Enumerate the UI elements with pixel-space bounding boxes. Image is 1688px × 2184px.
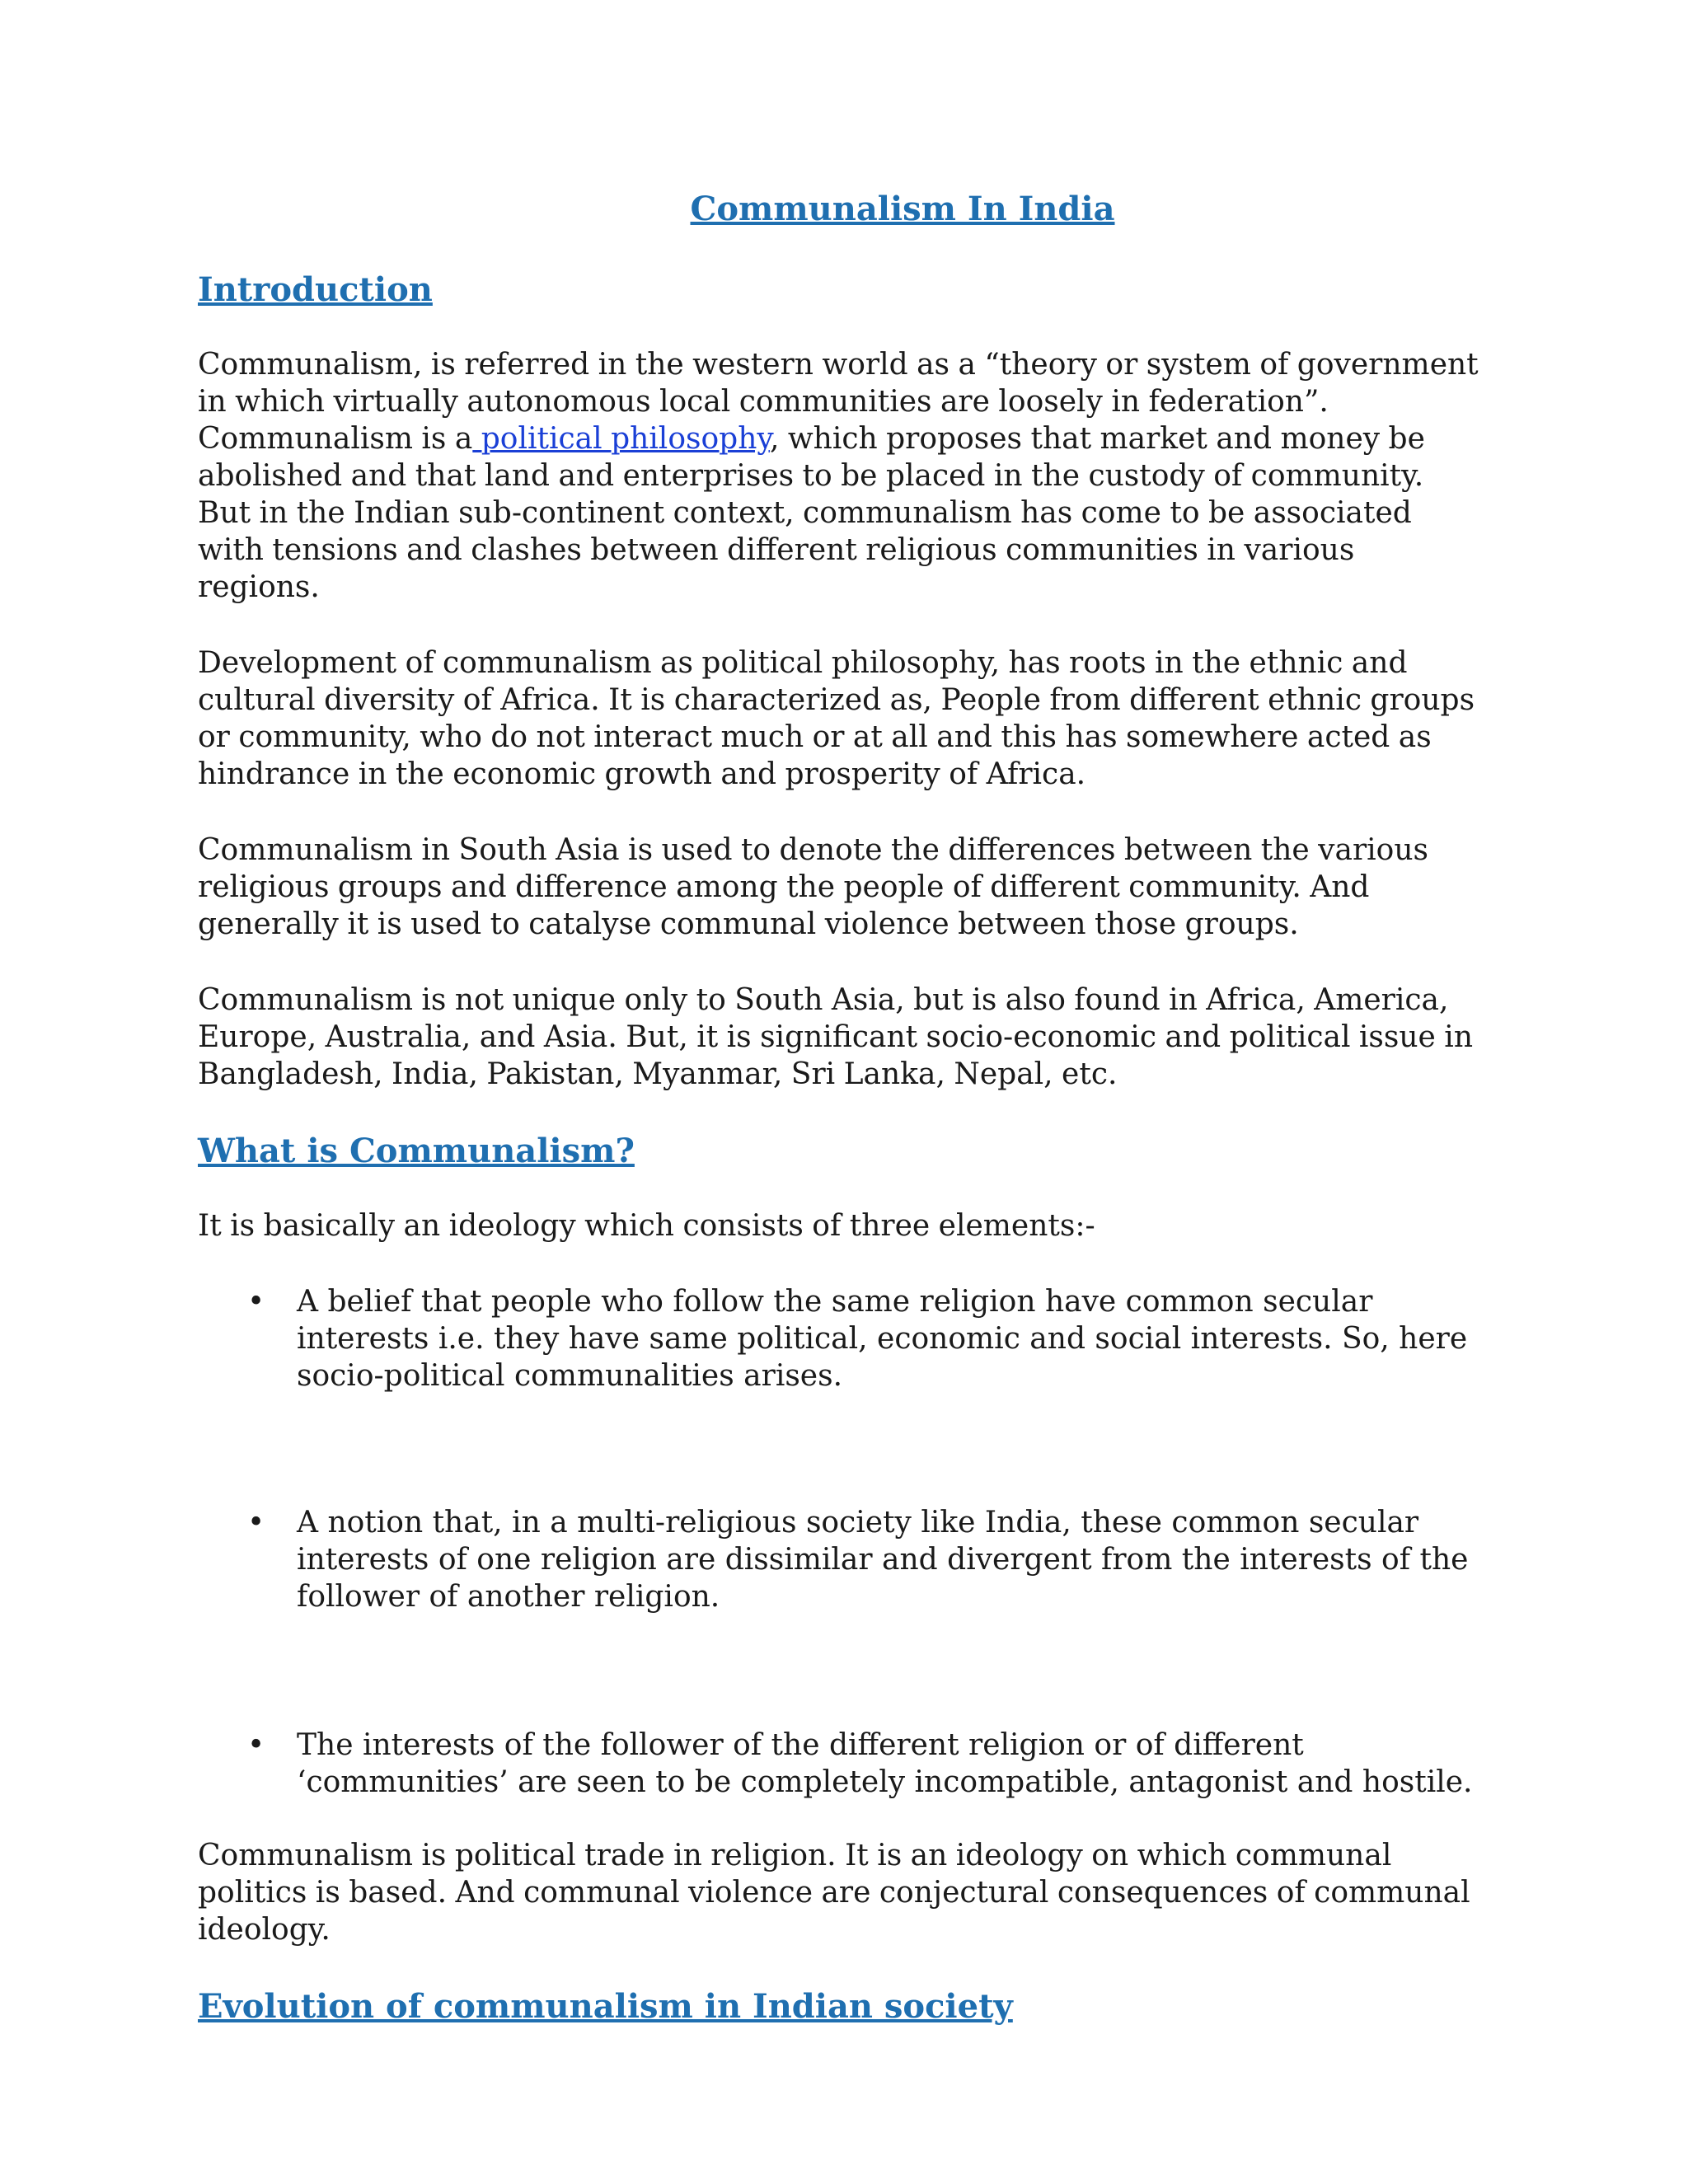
bullet-marker: • — [247, 1728, 265, 1762]
list-item-text: The interests of the follower of the different religion or of different ‘communities’ are seen to be completely incompatible, antagonist and hostile. — [297, 1728, 1473, 1799]
intro-paragraph-4: Communalism is not unique only to South Asia, but is also found in Africa, America, Europe, Australia, and Asia. But, it is significant socio-economic and political issue in Bangladesh, India, Pakistan, Myanmar, Sri Lanka, Nepal, etc. — [198, 983, 1474, 1091]
closing-paragraph: Communalism is political trade in religion. It is an ideology on which communal politics is based. And communal violence are conjectural consequences of communal ideology. — [198, 1839, 1470, 1947]
intro-paragraph-1 — [198, 346, 1484, 606]
list-item — [247, 1727, 1484, 1801]
list-item-text: A notion that, in a multi-religious society like India, these common secular interests of one religion are dissimilar and divergent from the interests of the follower of another religion. — [297, 1506, 1469, 1614]
heading-evolution: Evolution of communalism in Indian society — [198, 1987, 1013, 2026]
list-spacer — [297, 1394, 1484, 1504]
list-item — [247, 1283, 1484, 1394]
elements-list — [198, 1283, 1484, 1801]
document-page — [198, 190, 1484, 2063]
political-philosophy-link[interactable]: political philosophy — [472, 422, 770, 456]
list-item — [247, 1504, 1484, 1615]
bullet-marker: • — [247, 1285, 265, 1319]
bullet-marker: • — [247, 1506, 265, 1540]
intro-paragraph-2: Development of communalism as political philosophy, has roots in the ethnic and cultural diversity of Africa. It is characterized as, People from different ethnic groups or community, who do not interact much or at all and this has somewhere acted as hindrance in the economic growth and prosperity of Africa. — [198, 646, 1475, 791]
what-is-lead: It is basically an ideology which consists of three elements:- — [198, 1209, 1095, 1243]
list-item-text: A belief that people who follow the same religion have common secular interests i.e. they have same political, economic and social interests. So, here socio-political communalities arises. — [297, 1285, 1468, 1393]
heading-what-is-communalism: What is Communalism? — [198, 1132, 635, 1170]
list-spacer — [297, 1615, 1484, 1727]
intro-paragraph-3: Communalism in South Asia is used to denote the differences between the various religious groups and difference among the people of different community. And generally it is used to catalyse communal violence between those groups. — [198, 833, 1429, 941]
intro-p1-text-before: Communalism, is referred in the western world as a “theory or system of government in which virtually autonomous local communities are loosely in federation”. Communalism is a — [198, 348, 1479, 456]
intro-p1-text-after: , which proposes that market and money be abolished and that land and enterprises to be placed in the custody of community. But in the Indian sub-continent context, communalism has come to be associated with tensions and clashes between different religious communities in various regions. — [198, 422, 1425, 604]
document-title: Communalism In India — [690, 190, 1115, 228]
heading-introduction: Introduction — [198, 270, 433, 309]
